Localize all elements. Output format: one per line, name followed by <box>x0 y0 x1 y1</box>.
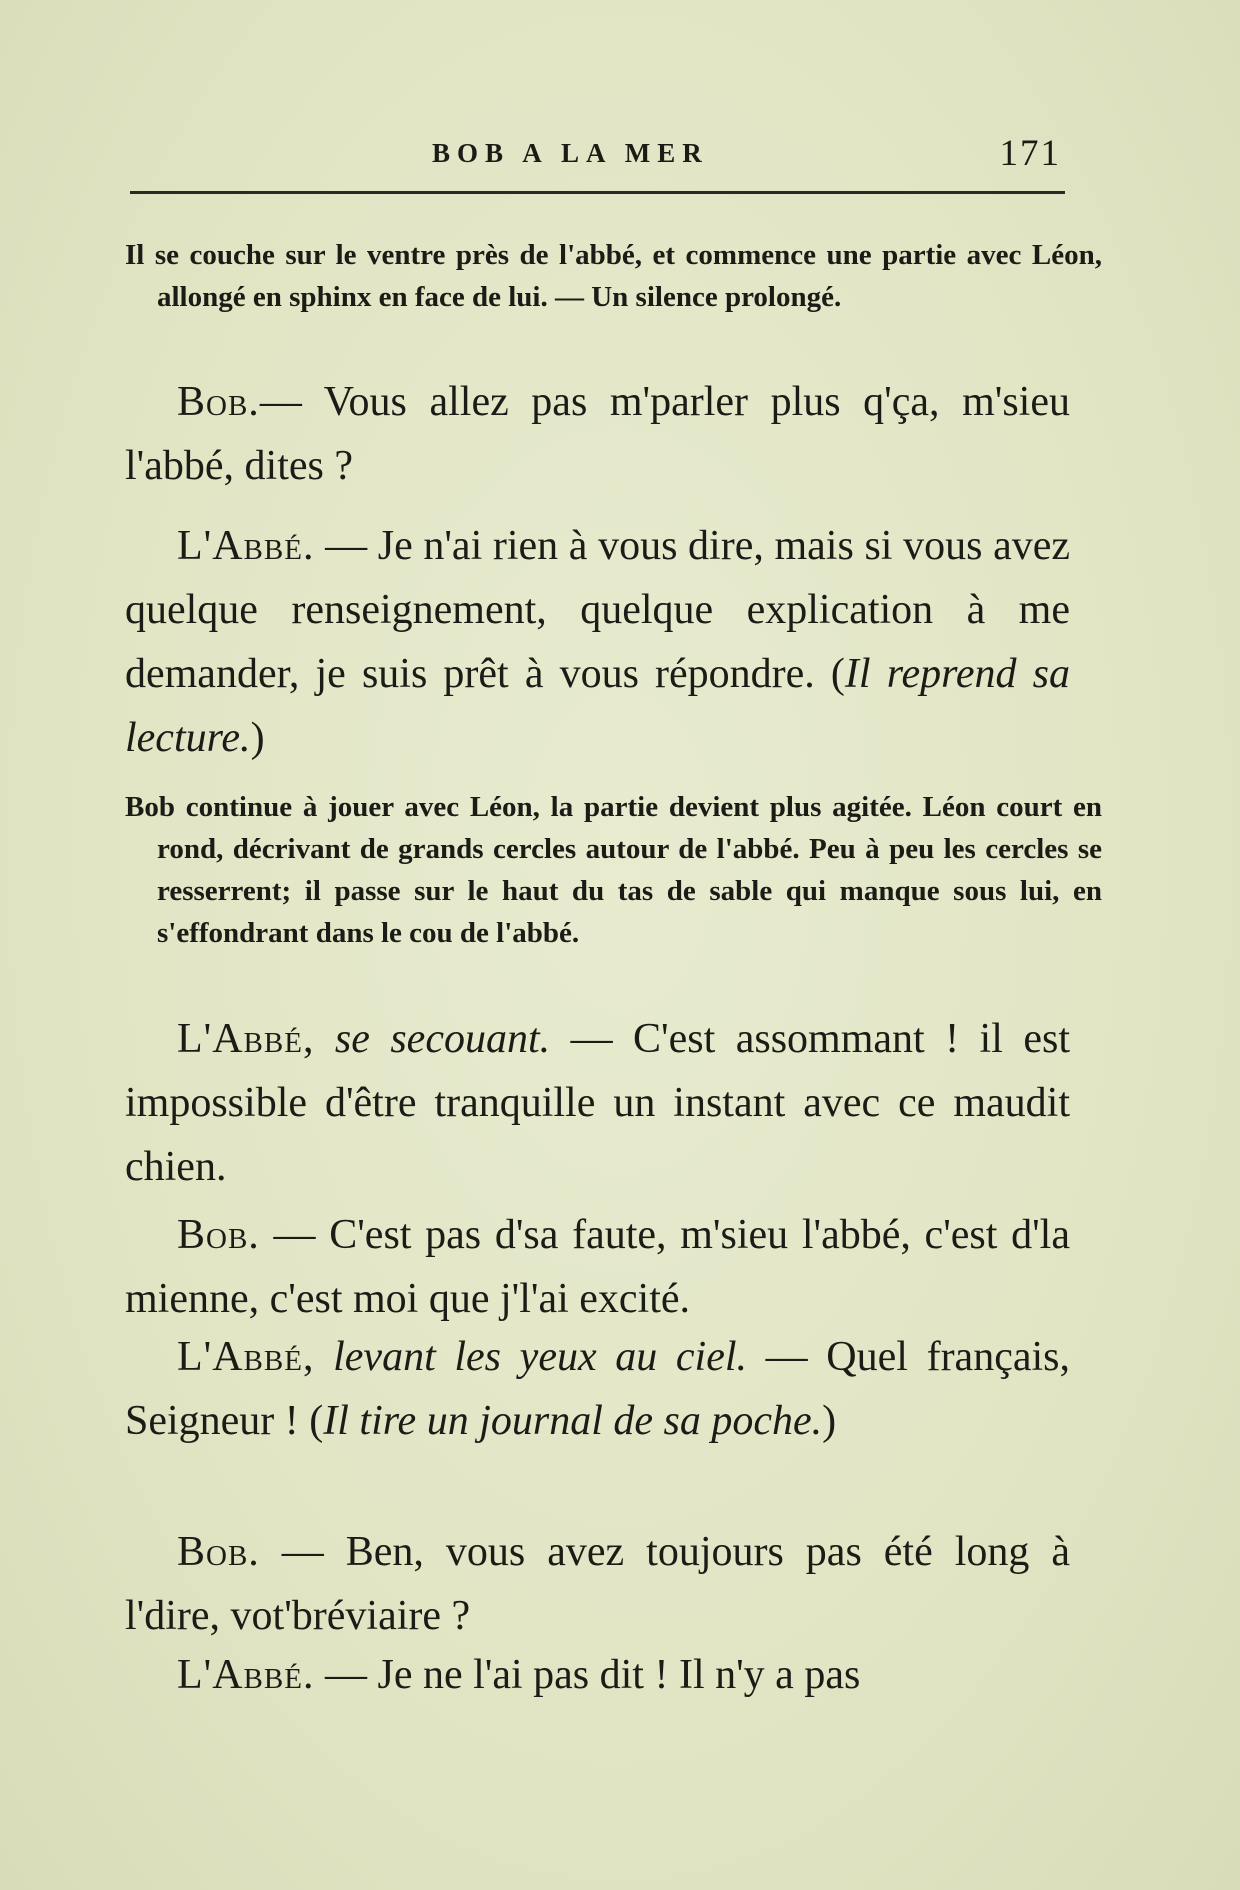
inline-stage-direction: levant les yeux au ciel. <box>314 1334 748 1380</box>
running-title: BOB A LA MER <box>432 138 709 168</box>
closing-parenthesis: ) <box>250 715 265 761</box>
dialogue-line <box>125 370 1070 498</box>
speaker-name: Bob. <box>177 379 260 425</box>
dialogue-text: — Je ne l'ai pas dit ! Il n'y a pas <box>314 1652 861 1698</box>
speaker-name: L'Abbé, <box>177 1016 315 1062</box>
closing-parenthesis: ) <box>822 1398 837 1444</box>
dialogue-line <box>125 514 1070 770</box>
speaker-name: Bob. <box>177 1529 260 1575</box>
stage-direction-text: Bob continue à jouer avec Léon, la partie devient plus agitée. Léon court en rond, décrivant de grands cercles autour de l'abbé. Peu à peu les cercles se resserrent; il passe sur le haut du tas de sable qui manque sous lui, en s'effondrant dans le cou de l'abbé. <box>125 791 1102 949</box>
dialogue-line <box>125 1203 1070 1331</box>
dialogue-line <box>125 1325 1070 1453</box>
speaker-name: L'Abbé, <box>177 1334 315 1380</box>
inline-stage-direction: se secouant. <box>314 1016 551 1062</box>
dialogue-text: — Quel français, Seigneur ! ( <box>125 1334 1070 1444</box>
dialogue-text: — C'est assommant ! il est impossible d'être tranquille un instant avec ce maudit chien. <box>125 1016 1070 1190</box>
stage-direction <box>125 786 1102 954</box>
stage-direction-text: Il se couche sur le ventre près de l'abbé, et commence une partie avec Léon, allongé en sphinx en face de lui. — Un silence prolongé. <box>125 239 1102 313</box>
dialogue-text: — C'est pas d'sa faute, m'sieu l'abbé, c'est d'la mienne, c'est moi que j'l'ai excité. <box>125 1212 1070 1322</box>
stage-direction <box>125 234 1102 318</box>
page-header <box>130 133 1065 178</box>
dialogue-line <box>125 1520 1070 1648</box>
dialogue-text: — Je n'ai rien à vous dire, mais si vous avez quelque renseignement, quelque explication à me demander, je suis prêt à vous répondre. ( <box>125 523 1070 697</box>
page-number: 171 <box>999 133 1061 174</box>
header-rule <box>130 191 1065 194</box>
speaker-name: L'Abbé. <box>177 523 315 569</box>
inline-stage-direction: Il reprend sa lecture. <box>125 651 1071 761</box>
inline-stage-direction-2: Il tire un journal de sa poche. <box>323 1398 823 1444</box>
dialogue-line <box>125 1007 1070 1199</box>
dialogue-line <box>125 1643 1070 1707</box>
dialogue-text: — Ben, vous avez toujours pas été long à l'dire, vot'bréviaire ? <box>125 1529 1070 1639</box>
speaker-name: Bob. <box>177 1212 260 1258</box>
speaker-name: L'Abbé. <box>177 1652 315 1698</box>
dialogue-text: — Vous allez pas m'parler plus q'ça, m'sieu l'abbé, dites ? <box>125 379 1070 489</box>
